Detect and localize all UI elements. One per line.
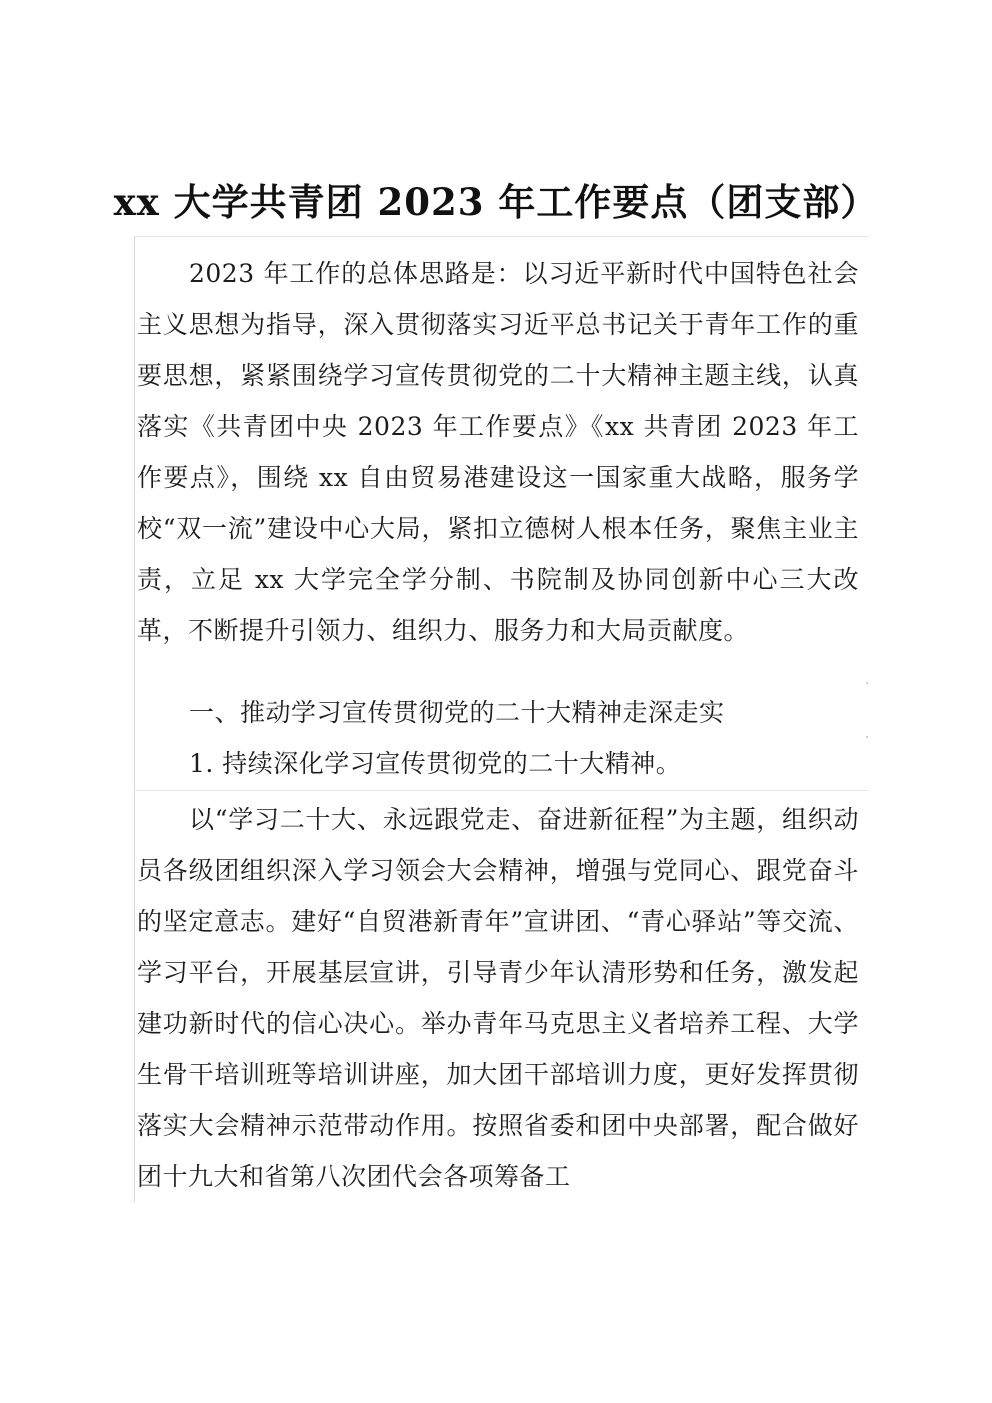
frame-tick	[866, 682, 868, 684]
paragraph-overall-approach: 2023 年工作的总体思路是：以习近平新时代中国特色社会主义思想为指导，深入贯彻落实习近平总书记关于青年工作的重要思想，紧紧围绕学习宣传贯彻党的二十大精神主题主线，认真落实《共青团中央 2023 年工作要点》《xx 共青团 2023 年工作要点》，围绕 xx 自由贸易港建设这一国家重大战略，服务学校“双一流”建设中心大局，紧扣立德树人根本任务，聚焦主业主责，立足 xx 大学完全学分制、书院制及协同创新中心三大改革，不断提升引领力、组织力、服务力和大局贡献度。	[137, 259, 859, 645]
section-heading-1: 一、推动学习宣传贯彻党的二十大精神走深走实	[189, 698, 725, 727]
document-title: xx 大学共青团 2023 年工作要点（团支部）	[113, 180, 879, 224]
frame-tick	[866, 736, 868, 738]
frame-line-top	[134, 236, 868, 237]
paragraph-study-campaign: 以“学习二十大、永远跟党走、奋进新征程”为主题，组织动员各级团组织深入学习领会大会精神，增强与党同心、跟党奋斗的坚定意志。建好“自贸港新青年”宣讲团、“青心驿站”等交流、学习平台，开展基层宣讲，引导青少年认清形势和任务，激发起建功新时代的信心决心。举办青年马克思主义者培养工程、大学生骨干培训班等培训讲座，加大团干部培训力度，更好发挥贯彻落实大会精神示范带动作用。按照省委和团中央部署，配合做好团十九大和省第八次团代会各项筹备工	[137, 805, 859, 1191]
subsection-heading-1-1: 1. 持续深化学习宣传贯彻党的二十大精神。	[189, 749, 682, 778]
frame-line-middle	[134, 790, 868, 791]
frame-line-left	[134, 236, 135, 1202]
